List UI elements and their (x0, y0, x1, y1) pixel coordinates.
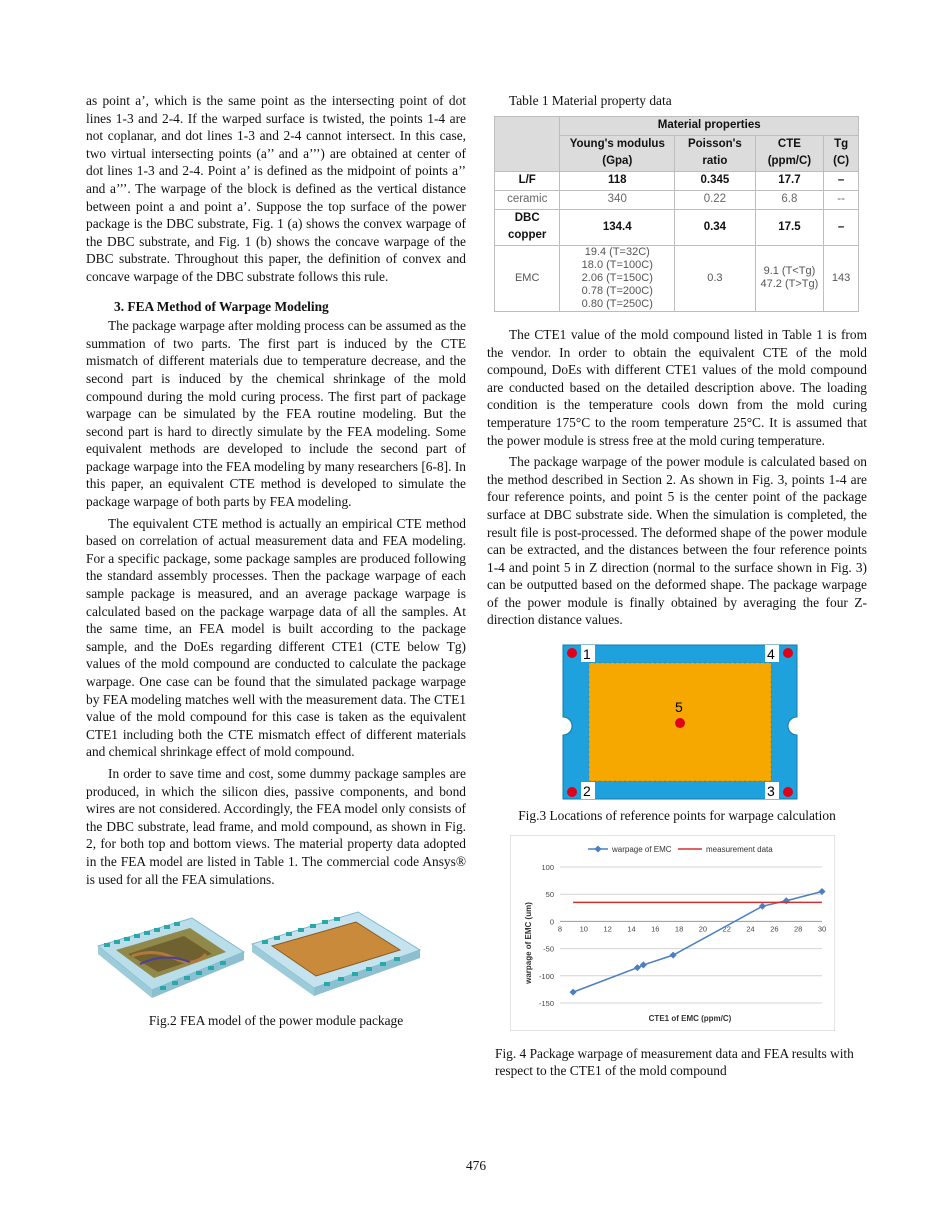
x-tick-label: 14 (627, 924, 636, 934)
ref-point-label: 1 (583, 646, 591, 663)
section-heading: 3. FEA Method of Warpage Modeling (114, 298, 329, 314)
table-row (495, 209, 859, 245)
table-cell: – (824, 209, 859, 245)
x-tick-label: 10 (579, 924, 588, 934)
table-cell: 143 (824, 245, 859, 311)
column-header: Tg (C) (824, 135, 859, 171)
x-axis-label: CTE1 of EMC (ppm/C) (648, 1013, 732, 1023)
emc-cte-line: 47.2 (T>Tg) (760, 278, 819, 291)
table-cell: -- (824, 190, 859, 209)
fig3-reference-points-image (561, 643, 799, 801)
y-tick-label: -100 (538, 971, 554, 981)
emc-modulus-line: 0.80 (T=250C) (581, 297, 653, 310)
y-axis-label: warpage of EMC (um) (524, 901, 533, 984)
right-column (487, 92, 867, 1080)
column-header: CTE (ppm/C) (755, 135, 824, 171)
table-cell: – (824, 171, 859, 190)
ref-point-label: 2 (583, 783, 591, 800)
left-paragraph: The equivalent CTE method is actually an empirical CTE method based on correlation of actual measurement data and FEA modeling. For a specific package, some package samples are produced following the standard assembly processes. Then the package warpage of each sample package is measured, and an average package warpage is calculated based on the package warpage data of all the samples. At the same time, an FEA model is built according to the package sample, and the DoEs regarding different CTE1 (CTE below Tg) values of the mold compound are conducted to calculate the package warpage. One case can be found that the simulated package warpage by FEA modeling matches well with the measurement data. The CTE1 value of the mold compound for this case is taken as the equivalent CTE1 including both the CTE mismatch effect of different materials and chemical shrinkage effect of mold compound. (86, 515, 466, 760)
material-name: DBC copper (495, 209, 560, 245)
left-column (86, 92, 466, 1030)
x-tick-label: 24 (746, 924, 755, 934)
y-tick-label: 0 (549, 917, 554, 927)
x-tick-label: 12 (603, 924, 612, 934)
table-corner (495, 116, 560, 171)
material-property-table (494, 116, 859, 312)
page-number: 476 (465, 1158, 487, 1173)
table-group-header: Material properties (560, 116, 859, 135)
column-header: Young's modulus (Gpa) (560, 135, 675, 171)
y-tick-label: -50 (543, 944, 554, 954)
table-cell (755, 245, 824, 311)
table-cell: 17.5 (755, 209, 824, 245)
x-tick-label: 28 (794, 924, 803, 934)
material-name: ceramic (495, 190, 560, 209)
left-paragraph: In order to save time and cost, some dummy package samples are produced, in which the silicon dies, passive components, and bond wires are not considered. Accordingly, the FEA model only consists of the DBC substrate, lead frame, and mold compound, as shown in Fig. 2, for both top and bottom views. The material property data adopted in the FEA model are listed in Table 1. The commercial code Ansys® is used for all the FEA simulations. (86, 765, 466, 887)
y-tick-label: -150 (538, 998, 554, 1008)
table-cell (560, 245, 675, 311)
x-tick-label: 20 (698, 924, 708, 934)
material-name: L/F (495, 171, 560, 190)
table-cell: 134.4 (560, 209, 675, 245)
table-row (495, 171, 859, 190)
table-cell: 118 (560, 171, 675, 190)
table-cell: 17.7 (755, 171, 824, 190)
x-tick-label: 16 (651, 924, 660, 934)
fig4-warpage-chart (510, 835, 835, 1031)
x-tick-label: 30 (817, 924, 827, 934)
emc-modulus-line: 19.4 (T=32C) (584, 245, 650, 258)
fig4-caption: Fig. 4 Package warpage of measurement data and FEA results with respect to the CTE1 of the mold compound (495, 1045, 854, 1079)
left-paragraph: The package warpage after molding process can be assumed as the summation of two parts. The first part is induced by the CTE mismatch of different materials due to temperature decrease, and the second part is induced by the chemical shrinkage of the mold compound during the mold curing process. The first part of package warpage can be simulated by the FEA routine modeling. But the second part is hard to directly simulate by the FEA modeling. Some equivalent methods are developed to include the second part of package warpage into the FEA modeling by many researchers [6-8]. In this paper, an equivalent CTE method is developed to simulate the package warpage of both parts by FEA modeling. (86, 318, 466, 510)
x-tick-label: 22 (722, 924, 731, 934)
table-row (495, 190, 859, 209)
table-cell: 340 (560, 190, 675, 209)
right-paragraph: The CTE1 value of the mold compound listed in Table 1 is from the vendor. In order to obtain the equivalent CTE of the mold compound, DoEs with different CTE1 values of the mold compound are conducted based on the detailed description above. The loading condition is the temperature cools down from the mold curing temperature 175°C to the room temperature 25°C. It is assumed that the power module is stress free at the mold curing temperature. (487, 326, 867, 448)
ref-point-label: 3 (767, 783, 775, 800)
left-paragraph: as point a’, which is the same point as the intersecting point of dot lines 1-3 and 2-4. If the warped surface is twisted, the points 1-4 are not coplanar, and dot lines 1-3 and 2-4 cannot intersect. In this case, two virtual intersecting points (a’’ and a’’’) are obtained at center of dot lines 1-3 and 2-4. Point a’ is defined as the midpoint of points a’’ and a’’’. The warpage of the block is defined as the vertical distance between point a and point a’. Suppose the top surface of the power package is the DBC substrate, Fig. 1 (a) shows the convex warpage of the DBC substrate, and Fig. 1 (b) shows the concave warpage of the DBC substrate. Throughout this paper, the definition of convex and concave warpage of the DBC substrate follows this rule. (86, 93, 466, 284)
table1-caption: Table 1 Material property data (509, 93, 672, 108)
table-cell: 0.22 (675, 190, 755, 209)
fig3-caption: Fig.3 Locations of reference points for warpage calculation (518, 808, 836, 824)
x-tick-label: 18 (674, 924, 684, 934)
emc-modulus-line: 0.78 (T=200C) (581, 284, 653, 297)
table-row (495, 245, 859, 311)
x-tick-label: 26 (770, 924, 779, 934)
legend-label: measurement data (706, 844, 773, 854)
table-cell: 6.8 (755, 190, 824, 209)
ref-point-label: 5 (675, 699, 683, 716)
y-tick-label: 100 (541, 862, 554, 872)
table-cell: 0.3 (675, 245, 755, 311)
table-cell: 0.345 (675, 171, 755, 190)
fig2-caption: Fig.2 FEA model of the power module package (148, 1013, 404, 1029)
x-tick-label: 8 (557, 924, 563, 934)
fig2-fea-model-image (94, 900, 424, 1008)
column-header: Poisson's ratio (675, 135, 755, 171)
ref-point-label: 4 (767, 646, 775, 663)
emc-cte-line: 9.1 (T<Tg) (763, 265, 816, 278)
legend-label: warpage of EMC (612, 844, 672, 854)
emc-modulus-line: 18.0 (T=100C) (581, 258, 653, 271)
y-tick-label: 50 (545, 889, 554, 899)
emc-modulus-line: 2.06 (T=150C) (581, 271, 653, 284)
right-paragraph: The package warpage of the power module is calculated based on the method described in Section 2. As shown in Fig. 3, points 1-4 are four reference points, and point 5 is the center point of the package surface at DBC substrate side. When the simulation is completed, the result file is post-processed. The deformed shape of the power module can be extracted, and the distances between the four reference points 1-4 and point 5 in Z direction (normal to the surface shown in Fig. 3) can be outputted based on the deformed shape. The package warpage of the power module is finally obtained by averaging the four Z-direction distance values. (487, 454, 867, 628)
material-name: EMC (495, 245, 560, 311)
table-cell: 0.34 (675, 209, 755, 245)
